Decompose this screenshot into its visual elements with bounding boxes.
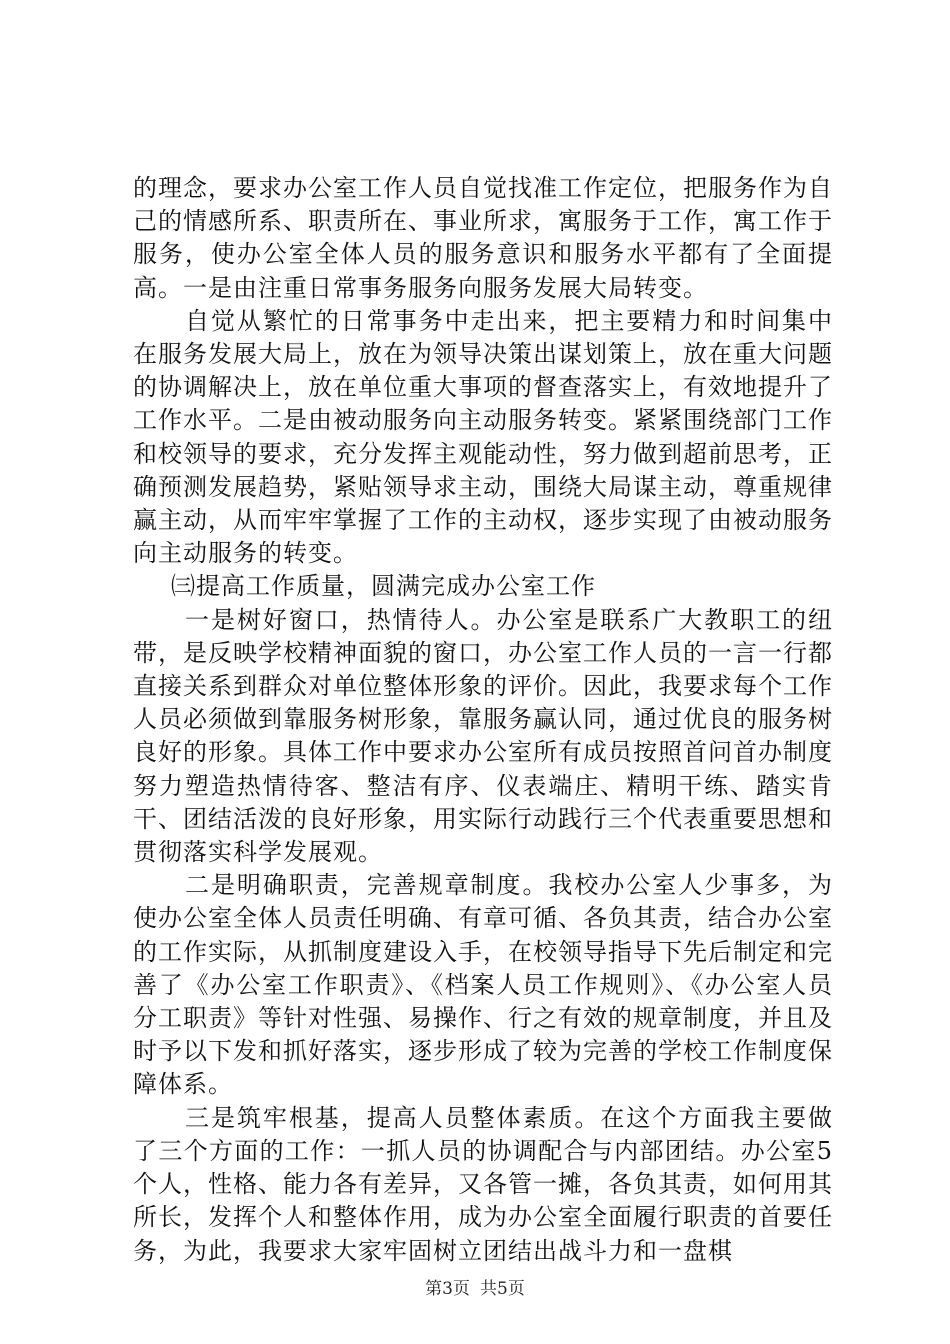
- paragraph-1: 的理念，要求办公室工作人员自觉找准工作定位，把服务作为自己的情感所系、职责所在、事业所求，寓服务于工作，寓工作于服务，使办公室全体人员的服务意识和服务水平都有了全面提高。一是由注重日常事务服务向服务发展大局转变。: [133, 174, 833, 302]
- page-footer: [0, 1274, 950, 1299]
- section-heading: ㈢提高工作质量，圆满完成办公室工作: [171, 572, 596, 601]
- paragraph-2: 自觉从繁忙的日常事务中走出来，把主要精力和时间集中在服务发展大局上，放在为领导决策出谋划策上，放在重大问题的协调解决上，放在单位重大事项的督查落实上，有效地提升了工作水平。二是由被动服务向主动服务转变。紧紧围绕部门工作和校领导的要求，充分发挥主观能动性，努力做到超前思考，正确预测发展趋势，紧贴领导求主动，围绕大局谋主动，尊重规律赢主动，从而牢牢掌握了工作的主动权，逐步实现了由被动服务向主动服务的转变。: [133, 306, 833, 568]
- page-number: 第3页: [425, 1279, 470, 1299]
- paragraph-5: 三是筑牢根基，提高人员整体素质。在这个方面我主要做了三个方面的工作：一抓人员的协调配合与内部团结。办公室5个人，性格、能力各有差异，又各管一摊，各负其责，如何用其所长，发挥个人和整体作用，成为办公室全面履行职责的首要任务，为此，我要求大家牢固树立团结出战斗力和一盘棋: [133, 1103, 833, 1265]
- page-total: 共5页: [480, 1279, 525, 1299]
- paragraph-3: 一是树好窗口，热情待人。办公室是联系广大教职工的纽带，是反映学校精神面貌的窗口，办公室工作人员的一言一行都直接关系到群众对单位整体形象的评价。因此，我要求每个工作人员必须做到靠服务树形象，靠服务赢认同，通过优良的服务树良好的形象。具体工作中要求办公室所有成员按照首问首办制度努力塑造热情待客、整洁有序、仪表端庄、精明干练、踏实肯干、团结活泼的良好形象，用实际行动践行三个代表重要思想和贯彻落实科学发展观。: [133, 605, 833, 867]
- document-body: [133, 172, 833, 1268]
- paragraph-4: 二是明确职责，完善规章制度。我校办公室人少事多，为使办公室全体人员责任明确、有章可循、各负其责，结合办公室的工作实际，从抓制度建设入手，在校领导指导下先后制定和完善了《办公室工作职责》、《档案人员工作规则》、《办公室人员分工职责》等针对性强、易操作、行之有效的规章制度，并且及时予以下发和抓好落实，逐步形成了较为完善的学校工作制度保障体系。: [133, 871, 833, 1099]
